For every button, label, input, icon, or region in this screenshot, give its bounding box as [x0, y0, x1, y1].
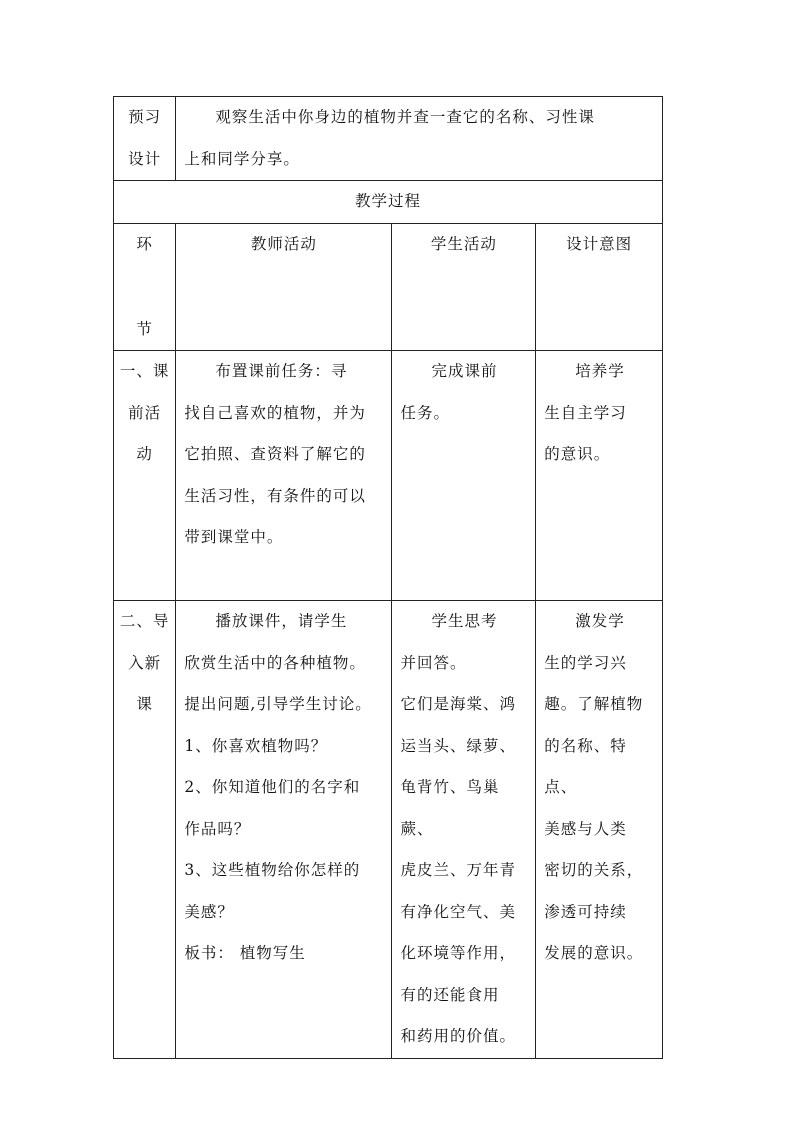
- design-intent-cell: 激发学 生的学习兴 趣。了解植物 的名称、特点、 美感与人类 密切的关系， 渗透可持续 发展的意识。: [536, 601, 663, 1059]
- header-row: [114, 224, 663, 351]
- header-env-bottom: 节: [136, 320, 153, 338]
- table-row: [114, 351, 663, 601]
- student-activity-cell: 学生思考 并回答。 它们是海棠、鸿 运当头、绿萝、 龟背竹、鸟巢蕨、 虎皮兰、万年青 有净化空气、美 化环境等作用， 有的还能食用 和药用的价值。: [392, 601, 536, 1059]
- preview-content: 观察生活中你身边的植物并查一查它的名称、习性课 上和同学分享。: [176, 97, 663, 181]
- header-student: 学生活动: [392, 224, 536, 351]
- header-intent: 设计意图: [536, 224, 663, 351]
- preview-row: [114, 97, 663, 181]
- preview-label: 预习 设计: [114, 97, 176, 181]
- env-cell: 一、课 前活 动: [114, 351, 176, 601]
- header-env-top: 环: [136, 235, 153, 253]
- header-teacher: 教师活动: [176, 224, 392, 351]
- teacher-activity-cell: 播放课件，请学生 欣赏生活中的各种植物。 提出问题,引导学生讨论。 1、你喜欢植物吗？ 2、你知道他们的名字和 作品吗？ 3、这些植物给你怎样的 美感？ 板书： 植物写生: [176, 601, 392, 1059]
- env-cell: 二、导 入新 课: [114, 601, 176, 1059]
- section-title-row: [114, 181, 663, 224]
- teacher-activity-cell: 布置课前任务：寻 找自己喜欢的植物，并为 它拍照、查资料了解它的 生活习性，有条件的可以 带到课堂中。: [176, 351, 392, 601]
- student-activity-cell: 完成课前 任务。: [392, 351, 536, 601]
- design-intent-cell: 培养学 生自主学习 的意识。: [536, 351, 663, 601]
- section-title: 教学过程: [114, 181, 663, 224]
- lesson-plan-table: [113, 96, 663, 1059]
- header-env: [114, 224, 176, 351]
- table-row: [114, 601, 663, 1059]
